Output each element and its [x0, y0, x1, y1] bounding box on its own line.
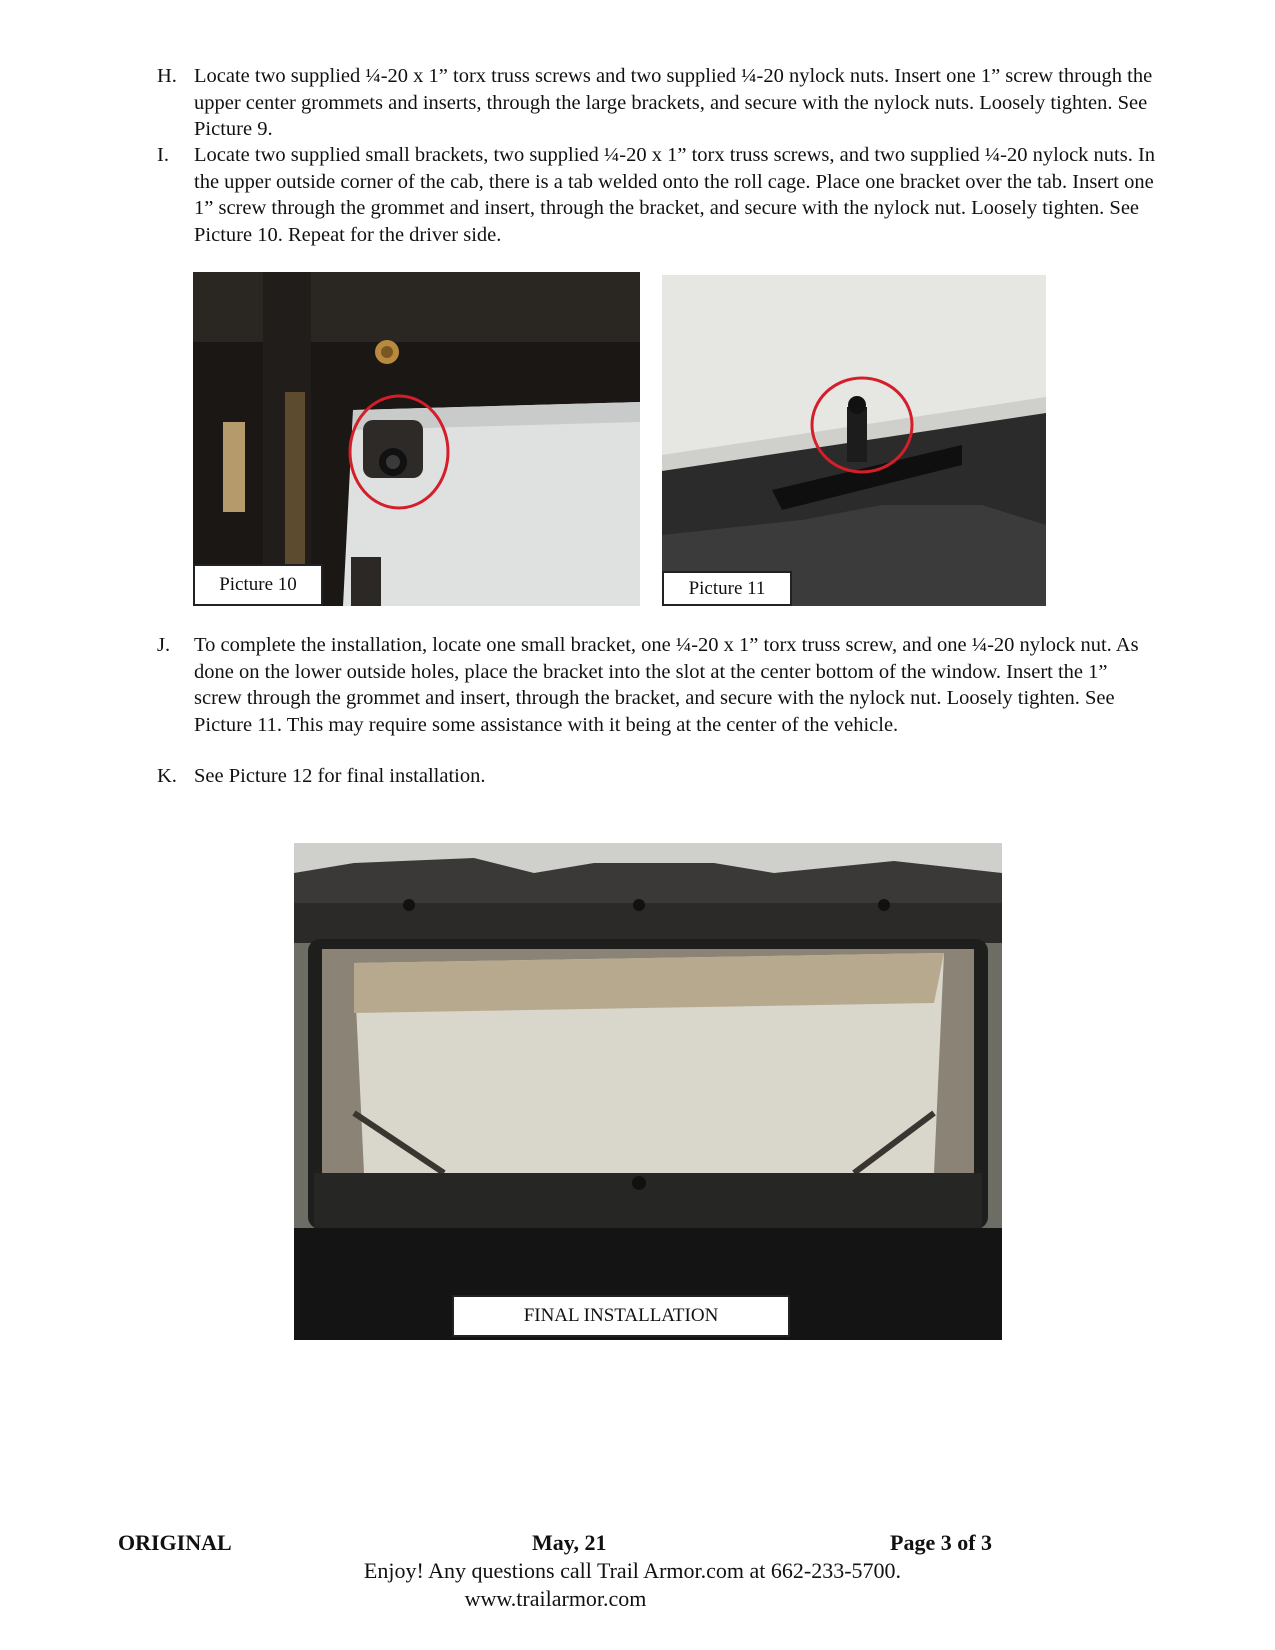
- picture-10-photo: [193, 272, 640, 606]
- step-text: To complete the installation, locate one small bracket, one ¼-20 x 1” torx truss screw, and one ¼-20 nylock nut. As done on the lower outside holes, place the bracket into the slot at the center bottom of the window. Insert the 1” screw through the grommet and insert, through the bracket, and secure with the nylock nut. Loosely tighten. See Picture 11. This may require some assistance with it being at the center of the vehicle.: [194, 634, 1139, 736]
- picture-10-caption: Picture 10: [193, 564, 323, 606]
- center-bracket-photo-image: [662, 275, 1046, 606]
- step-letter: H.: [157, 65, 177, 87]
- step-k: [157, 763, 1157, 790]
- step-h: [157, 63, 1157, 143]
- footer-website: www.trailarmor.com: [464, 1586, 647, 1611]
- footer-status: ORIGINAL: [118, 1530, 232, 1555]
- footer-page-number: Page 3 of 3: [890, 1530, 993, 1555]
- final-installation-photo: [294, 843, 1002, 1340]
- step-text: Locate two supplied small brackets, two supplied ¼-20 x 1” torx truss screws, and two supplied ¼-20 nylock nuts. In the upper outside corner of the cab, there is a tab welded onto the roll cage. Place one bracket over the tab. Insert one 1” screw through the grommet and insert, through the bracket, and secure with the nylock nut. Loosely tighten. See Picture 10. Repeat for the driver side.: [194, 144, 1156, 246]
- step-letter: I.: [157, 144, 169, 166]
- final-installation-caption: FINAL INSTALLATION: [452, 1295, 790, 1337]
- step-letter: K.: [157, 765, 177, 787]
- footer-contact: Enjoy! Any questions call Trail Armor.com at 662-233-5700.: [363, 1558, 902, 1583]
- step-j: [157, 632, 1157, 738]
- step-text: Locate two supplied ¼-20 x 1” torx truss screws and two supplied ¼-20 nylock nuts. Insert one 1” screw through the upper center grommets and inserts, through the large brackets, and secure with the nylock nuts. Loosely tighten. See Picture 9.: [194, 65, 1153, 140]
- step-i: [157, 142, 1157, 248]
- final-installation-image: [294, 843, 1002, 1340]
- step-letter: J.: [157, 634, 171, 656]
- footer-date: May, 21: [532, 1530, 607, 1555]
- picture-11-caption: Picture 11: [662, 571, 792, 606]
- step-text: See Picture 12 for final installation.: [194, 765, 486, 787]
- picture-11-photo: [662, 275, 1046, 606]
- bracket-photo-image: [193, 272, 640, 606]
